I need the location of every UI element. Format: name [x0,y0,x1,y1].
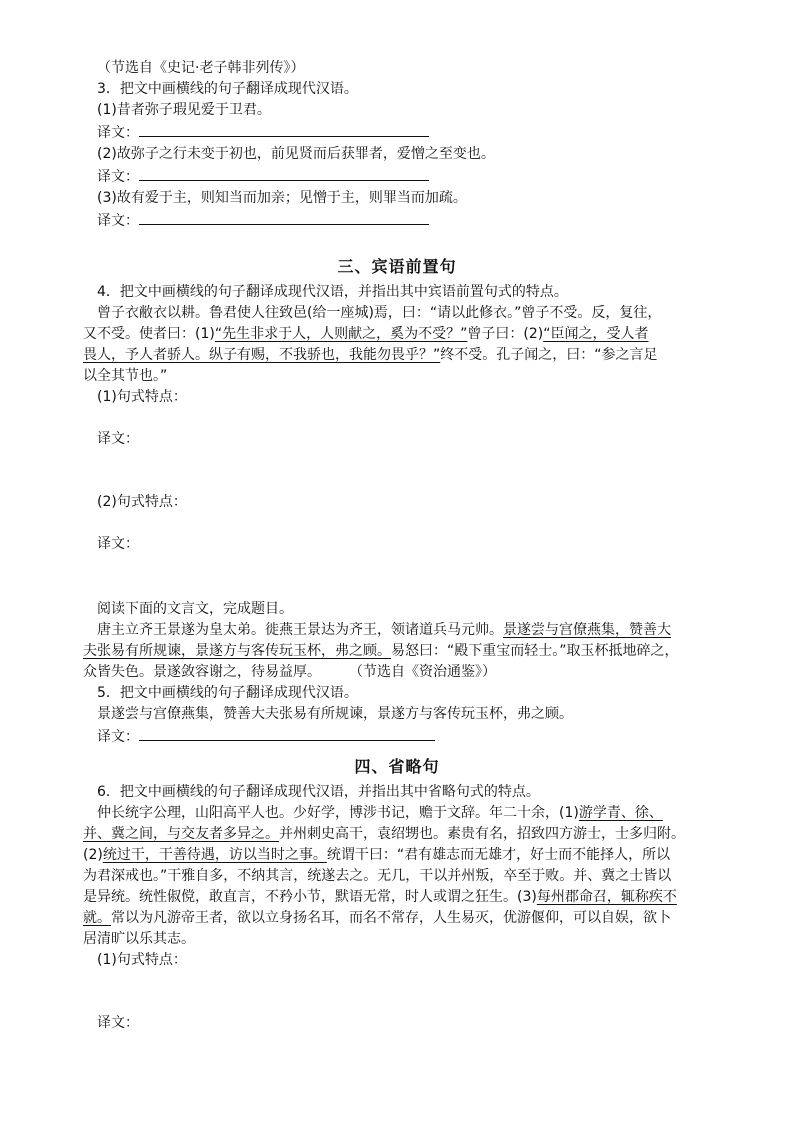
document-page [83,58,730,1034]
feature-2: (2)句式特点： [97,494,187,510]
answer-blank[interactable] [139,165,429,181]
underlined-sentence: 畏人，予人者骄人。纵子有赐，不我骄也，我能勿畏乎？” [83,347,441,363]
sentence-5: 景遂尝与宫僚燕集，赞善大夫张易有所规谏，景遂方与客传玩玉杯，弗之顾。 [97,706,573,722]
answer-line-5: 译文： [90,725,730,748]
underlined-sentence: 夫张易有所规谏，景遂方与客传玩玉杯，弗之顾。 [83,643,391,659]
sentence-1: (1)昔者弥子瑕见爱于卫君。 [97,102,271,118]
section-title-4: 四、省略句 [354,757,440,776]
underlined-sentence: “先生非求于人，人则献之，奚为不受？” [214,326,468,342]
sentence-3: (3)故有爱于主，则知当而加亲；见憎于主，则罪当而加疏。 [97,190,467,206]
underlined-sentence: 统过干，干善待遇，访以当时之事。 [102,847,327,863]
answer-blank[interactable] [139,121,429,137]
passage-zhongchangtong: 仲长统字公理，山阳高平人也。少好学，博涉书记，赡于文辞。年二十余，(1)游学青、徐、 并、冀之间，与交友者多异之。并州刺史高干，袁绍甥也。素贵有名，招致四方游士，士多归附。 (2)统过干，干善待遇，访以当时之事。统谓干曰：“君有雄志而无雄才，好士而不能择人，所以 为君深戒也。”干雅自多，不纳其言，统遂去之。无几，干以并州叛，卒至于败。并、冀之士皆以 是异统。统性俶傥，敢直言，不矜小节，默语无常，时人或谓之狂生。(3)每州郡命召，辄称疾不 就。常以为凡游帝王者，欲以立身扬名耳，而名不常存，人生易灭，优游偃仰，可以自娱，欲卜 居清旷以乐其志。 [83,805,685,947]
feature-1: (1)句式特点： [97,389,187,405]
translation-label: 译文： [97,431,139,447]
answer-line-2: 译文： [90,165,730,188]
answer-line-3: 译文： [90,209,730,232]
feature-1: (1)句式特点： [97,952,187,968]
underlined-sentence: 每州郡命召，辄称疾不 [536,889,677,905]
underlined-sentence: 游学青、徐、 [578,805,663,821]
underlined-sentence: “臣闻之，受人者 [543,326,649,342]
question-6: 6．把文中画横线的句子翻译成现代汉语，并指出其中省略句式的特点。 [97,784,540,800]
reading-intro: 阅读下面的文言文，完成题目。 [97,601,293,617]
translation-label: 译文： [97,536,139,552]
passage-jingsui: 唐主立齐王景遂为皇太弟。徙燕王景达为齐王，领诸道兵马元帅。景遂尝与宫僚燕集，赞善大 夫张易有所规谏，景遂方与客传玩玉杯，弗之顾。易怒曰：“殿下重宝而轻士。”取玉杯抵地碎之， 众皆失色。景遂敛容谢之，待易益厚。 （节选自《资治通鉴》） [83,622,679,680]
underlined-sentence: 景遂尝与宫僚燕集，赞善大 [503,622,671,638]
answer-line-1: 译文： [90,121,730,144]
question-4: 4．把文中画横线的句子翻译成现代汉语，并指出其中宾语前置句式的特点。 [97,284,568,300]
underlined-sentence: 就。 [83,910,111,926]
section-title-3: 三、宾语前置句 [337,257,457,276]
translation-label: 译文： [97,1015,139,1031]
answer-blank[interactable] [139,209,429,225]
question-3: 3．把文中画横线的句子翻译成现代汉语。 [97,81,358,97]
underlined-sentence: 并、冀之间，与交友者多异之。 [83,826,279,842]
answer-blank[interactable] [139,725,435,741]
sentence-2: (2)故弥子之行未变于初也，前见贤而后获罪者，爱憎之至变也。 [97,146,495,162]
passage-zengzi: 曾子衣敝衣以耕。鲁君使人往致邑(给一座城)焉，曰：“请以此修衣。”曾子不受。反，复往， 又不受。使者曰：(1)“先生非求于人，人则献之，奚为不受？”曾子曰：(2)“臣闻之，受人者 畏人，予人者骄人。纵子有赐，不我骄也，我能勿畏乎？”终不受。孔子闻之，曰：“参之言足 以全其节也。” [83,305,662,384]
question-5: 5．把文中画横线的句子翻译成现代汉语。 [97,685,358,701]
source-note: （节选自《史记·老子韩非列传》） [97,60,305,76]
